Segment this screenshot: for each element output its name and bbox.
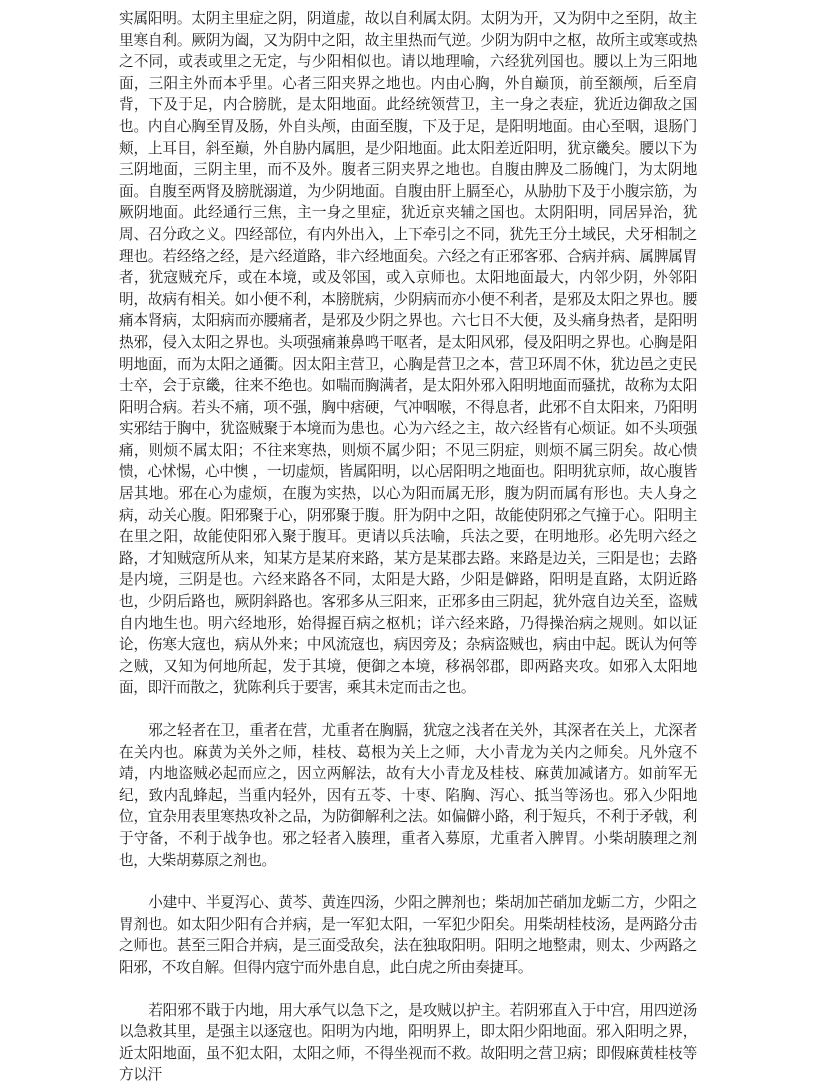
paragraph-4: 若阳邪不戢于内地，用大承气以急下之，是攻贼以护主。若阴邪直入于中宫，用四逆汤以急救其里，是强主以逐寇也。阳明为内地，阳明界上，即太阳少阳地面。邪入阳明之界，近太阳地面，虽不犯太阳，太阳之师，不得坐视而不救。故阳明之营卫病；即假麻黄桂枝等方以汗 <box>119 1001 697 1084</box>
paragraph-3: 小建中、半夏泻心、黄芩、黄连四汤，少阳之脾剂也；柴胡加芒硝加龙蛎二方，少阳之胃剂也。如太阳少阳有合并病，是一军犯太阳，一军犯少阳矣。用柴胡桂枝汤，是两路分击之师也。甚至三阳合并病，是三面受敌矣，法在独取阳明。阳明之地整肃，则太、少两路之阳邪，不攻自解。但得内寇宁而外患自息，此白虎之所由奏捷耳。 <box>119 894 697 976</box>
paragraph-2: 邪之轻者在卫，重者在营，尤重者在胸膈，犹寇之浅者在关外，其深者在关上，尤深者在关内也。麻黄为关外之师，桂枝、葛根为关上之师，大小青龙为关内之师矣。凡外寇不靖，内地盗贼必起而应之，因立两解法，故有大小青龙及桂枝、麻黄加减诸方。如前军无纪，致内乱蜂起，当重内轻外，因有五苓、十枣、陷胸、泻心、抵当等汤也。邪入少阳地位，宜杂用表里寒热攻补之品，为防御解利之法。如偏僻小路，利于短兵，不利于矛戟，利于守备，不利于战争也。邪之轻者入腠理，重者入募原，尤重者入脾胃。小柴胡腠理之剂也，大柴胡募原之剂也。 <box>119 722 697 869</box>
document-page <box>119 8 697 1086</box>
paragraph-1: 实属阳明。太阴主里症之阴，阴道虚，故以自利属太阴。太阴为开，又为阴中之至阴，故主里寒自利。厥阴为阖，又为阴中之阳，故主里热而气逆。少阴为阴中之枢，故所主或寒或热之不同，或表或里之无定，与少阳相似也。请以地理喻，六经犹列国也。腰以上为三阳地面，三阳主外而本乎里。心者三阳夹界之地也。内由心胸，外自巅顶，前至额颅，后至肩背，下及于足，内合膀胱，是太阳地面。此经统领营卫，主一身之表症，犹近边御敌之国也。内自心胸至胃及肠，外自头颅，由面至腹，下及于足，是阳明地面。由心至咽，退肠门颊，上耳目，斜至巅，外自胁内属胆，是少阳地面。此太阳差近阳明，犹京畿矣。腰以下为三阴地面，三阴主里，而不及外。腹者三阴夹界之地也。自腹由脾及二肠魄门，为太阴地面。自腹至两肾及膀胱溺道，为少阴地面。自腹由肝上膈至心，从胁肋下及于小腹宗筋，为厥阴地面。此经通行三焦，主一身之里症，犹近京夹辅之国也。太阴阳明，同居异治，犹周、召分政之义。四经部位，有内外出入，上下牵引之不同，犹先王分土域民，犬牙相制之理也。若经络之经，是六经道路，非六经地面矣。六经之有正邪客邪、合病并病、属脾属胃者，犹寇贼充斥，或在本境，或及邻国，或入京师也。太阳地面最大，内邻少阴，外邻阳明，故病有相关。如小便不利，本膀胱病，少阴病而亦小便不利者，是邪及太阳之界也。腰痛本肾病，太阳病而亦腰痛者，是邪及少阴之界也。六七日不大便，及头痛身热者，是阳明热邪，侵入太阳之界也。头项强痛兼鼻鸣干呕者，是太阳风邪，侵及阳明之界也。心胸是阳明地面，而为太阳之通衢。因太阳主营卫，心胸是营卫之本，营卫环周不休，犹边邑之吏民士卒，会于京畿，往来不绝也。如喘而胸满者，是太阳外邪入阳明地面而骚扰，故称为太阳阳明合病。若头不痛，项不强，胸中痞硬，气冲咽喉，不得息者，此邪不自太阳来，乃阳明实邪结于胸中，犹盗贼聚于本境而为患也。心为六经之主，故六经皆有心烦证。如不头项强痛，则烦不属太阳；不往来寒热，则烦不属少阳；不见三阴症，则烦不属三阴矣。故心愦愦，心怵惕，心中懊 ，一切虚烦，皆属阳明，以心居阳明之地面也。阳明犹京师，故心腹皆居其地。邪在心为虚烦，在腹为实热，以心为阳而属无形，腹为阴而属有形也。夫人身之病，动关心腹。阳邪聚于心，阴邪聚于腹。肝为阴中之阳，故能使阴邪之气撞于心。阳明主在里之阳，故能使阳邪入聚于腹耳。更请以兵法喻，兵法之要，在明地形。必先明六经之路，才知贼寇所从来，知某方是某府来路，某方是某郡去路。来路是边关，三阳是也；去路是内境，三阴是也。六经来路各不同，太阳是大路，少阳是僻路，阳明是直路，太阴近路也，少阴后路也，厥阴斜路也。客邪多从三阳来，正邪多由三阴起，犹外寇自边关至，盗贼自内地生也。明六经地形，始得握百病之枢机；详六经来路，乃得操治病之规则。如以证论，伤寒大寇也，病从外来；中风流寇也，病因旁及；杂病盗贼也，病由中起。既认为何等之贼，又知为何地所起，发于其境，便御之本境，移祸邻郡，即两路夹攻。如邪入太阳地面，即汗而散之，犹陈利兵于要害，乘其未定而击之也。 <box>119 10 697 697</box>
